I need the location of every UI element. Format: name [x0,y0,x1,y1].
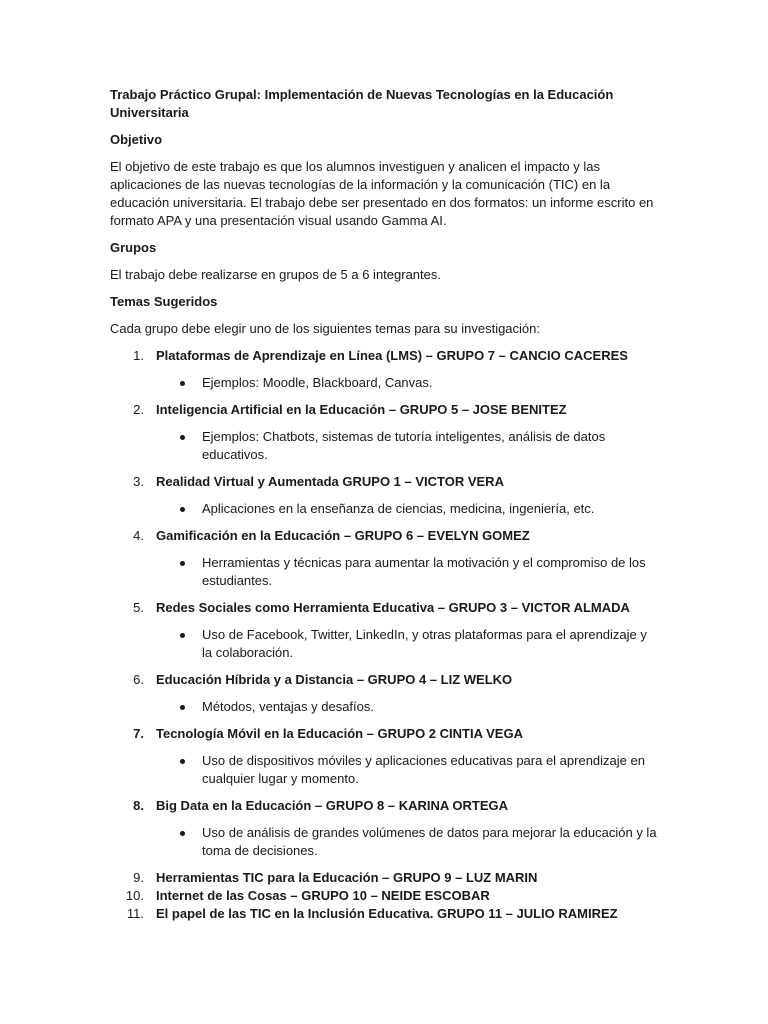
topic-bullet [110,752,658,788]
topic-number: 3. [133,474,144,489]
topic-number: 6. [133,672,144,687]
topic-label: Plataformas de Aprendizaje en Línea (LMS) – GRUPO 7 – CANCIO CACERES [156,348,628,363]
topic-bullet-text: Uso de dispositivos móviles y aplicaciones educativas para el aprendizaje en cualquier lugar y momento. [202,753,645,786]
topic-item [110,671,658,689]
topic-bullet [110,554,658,590]
topic-bullet-text: Métodos, ventajas y desafíos. [202,699,374,714]
topic-bullet-text: Ejemplos: Chatbots, sistemas de tutoría inteligentes, análisis de datos educativos. [202,429,606,462]
topic-number: 1. [133,348,144,363]
bullet-dot-icon [180,381,185,386]
topic-number: 2. [133,402,144,417]
topic-bullet-text: Uso de análisis de grandes volúmenes de datos para mejorar la educación y la toma de decisiones. [202,825,657,858]
topic-item [110,725,658,743]
topic-item [110,869,658,887]
topic-bullet [110,374,658,392]
topic-label: Herramientas TIC para la Educación – GRUPO 9 – LUZ MARIN [156,870,538,885]
bullet-dot-icon [180,831,185,836]
topic-label: Tecnología Móvil en la Educación – GRUPO 2 CINTIA VEGA [156,726,523,741]
topic-item [110,347,658,365]
groups-heading: Grupos [110,240,157,255]
objective-paragraph: El objetivo de este trabajo es que los alumnos investiguen y analicen el impacto y las aplicaciones de las nuevas tecnologías de la información y la comunicación (TIC) en la educación universitaria. El trabajo debe ser presentado en dos formatos: un informe escrito en formato APA y una presentación visual usando Gamma AI. [110,159,654,228]
topics-heading: Temas Sugeridos [110,294,218,309]
bullet-dot-icon [180,633,185,638]
topic-label: Big Data en la Educación – GRUPO 8 – KARINA ORTEGA [156,798,509,813]
bullet-dot-icon [180,705,185,710]
topic-number: 10. [125,888,144,903]
topic-item [110,887,658,905]
topic-bullet [110,428,658,464]
topic-label: Redes Sociales como Herramienta Educativa – GRUPO 3 – VICTOR ALMADA [156,600,630,615]
topic-number: 5. [133,600,144,615]
topic-item [110,473,658,491]
topic-bullet [110,500,658,518]
topic-number: 9. [133,870,144,885]
topic-item [110,905,658,923]
topic-number: 7. [133,726,144,741]
document-page [110,86,658,923]
topic-bullet [110,824,658,860]
topic-bullet-text: Uso de Facebook, Twitter, LinkedIn, y otras plataformas para el aprendizaje y la colaboración. [202,627,647,660]
topic-label: Realidad Virtual y Aumentada GRUPO 1 – VICTOR VERA [156,474,504,489]
topic-label: Internet de las Cosas – GRUPO 10 – NEIDE ESCOBAR [156,888,490,903]
topic-label: Inteligencia Artificial en la Educación – GRUPO 5 – JOSE BENITEZ [156,402,567,417]
topic-item [110,797,658,815]
topic-label: Gamificación en la Educación – GRUPO 6 – EVELYN GOMEZ [156,528,530,543]
topic-item [110,527,658,545]
topic-bullet [110,626,658,662]
topics-intro: Cada grupo debe elegir uno de los siguientes temas para su investigación: [110,321,540,336]
groups-paragraph: El trabajo debe realizarse en grupos de 5 a 6 integrantes. [110,267,441,282]
topic-bullet [110,698,658,716]
topic-label: Educación Híbrida y a Distancia – GRUPO 4 – LIZ WELKO [156,672,513,687]
topic-label: El papel de las TIC en la Inclusión Educativa. GRUPO 11 – JULIO RAMIREZ [156,906,618,921]
bullet-dot-icon [180,435,185,440]
topic-item [110,599,658,617]
topic-bullet-text: Aplicaciones en la enseñanza de ciencias, medicina, ingeniería, etc. [202,501,595,516]
topic-number: 4. [133,528,144,543]
topic-number: 11. [126,906,144,921]
topic-bullet-text: Herramientas y técnicas para aumentar la motivación y el compromiso de los estudiantes. [202,555,646,588]
topic-number: 8. [133,798,144,813]
bullet-dot-icon [180,561,185,566]
objective-heading: Objetivo [110,132,163,147]
bullet-dot-icon [180,507,185,512]
topic-bullet-text: Ejemplos: Moodle, Blackboard, Canvas. [202,375,433,390]
topic-item [110,401,658,419]
document-title: Trabajo Práctico Grupal: Implementación de Nuevas Tecnologías en la Educación Universitaria [110,87,614,120]
bullet-dot-icon [180,759,185,764]
